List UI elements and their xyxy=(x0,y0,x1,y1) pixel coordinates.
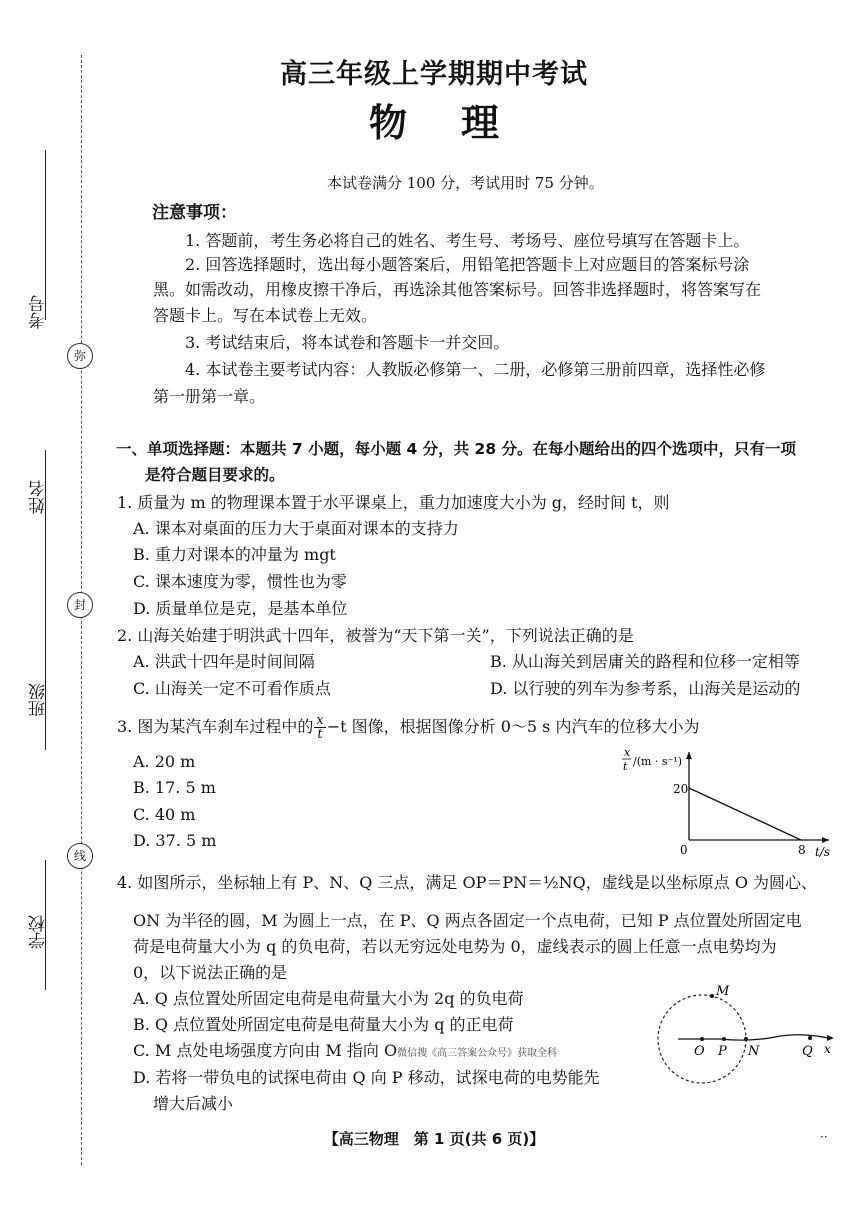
q3-y-frac-den: t xyxy=(623,760,628,773)
seal-xian: 线 xyxy=(67,843,93,869)
notice-line-4: 答题卡上。写在本试卷上无效。 xyxy=(153,306,378,325)
q2-stem: 2. 山海关始建于明洪武十四年，被誉为“天下第一关”，下列说法正确的是 xyxy=(117,626,634,645)
q4-stem-line-1: 4. 如图所示，坐标轴上有 P、N、Q 三点，满足 OP＝PN＝½NQ，虚线是以坐标原点 O 为圆心、 xyxy=(117,873,818,892)
q3-y-tick-20: 20 xyxy=(673,782,689,796)
notice-line-2: 2. 回答选择题时，选出每小题答案后，用铅笔把答题卡上对应题目的答案标号涂 xyxy=(185,255,750,274)
q3-x-label: t/s xyxy=(815,845,831,859)
section-1-heading: 一、单项选择题：本题共 7 小题，每小题 4 分，共 28 分。在每小题给出的四个选项中，只有一项 xyxy=(116,440,797,458)
q4-label-q: Q xyxy=(802,1044,813,1059)
q4-option-d-cont: 增大后减小 xyxy=(153,1094,234,1113)
q2-option-d[interactable]: D. 以行驶的列车为参考系，山海关是运动的 xyxy=(490,679,801,698)
q1-stem: 1. 质量为 m 的物理课本置于水平课桌上，重力加速度大小为 g，经时间 t，则 xyxy=(117,493,670,512)
seal-mi: 弥 xyxy=(67,343,93,369)
section-1-heading-cont: 是符合题目要求的。 xyxy=(145,466,285,484)
exam-info: 本试卷满分 100 分，考试用时 75 分钟。 xyxy=(327,174,604,192)
q2-option-a[interactable]: A. 洪武十四年是时间间隔 xyxy=(133,652,315,671)
q3-origin-label: 0 xyxy=(680,843,688,857)
q3-x-arrow xyxy=(822,837,829,843)
q3-data-line xyxy=(689,788,801,840)
class-label: 班级 xyxy=(29,683,49,717)
q4-field-figure xyxy=(650,980,850,1092)
school-label: 学校 xyxy=(29,915,49,949)
notice-line-5: 3. 考试结束后，将本试卷和答题卡一并交回。 xyxy=(185,333,510,352)
name-blank[interactable] xyxy=(45,450,46,610)
q1-option-d[interactable]: D. 质量单位是克，是基本单位 xyxy=(133,599,348,618)
q4-label-n: N xyxy=(748,1044,760,1059)
subject-title: 物理 xyxy=(368,101,553,145)
q4-label-p: P xyxy=(718,1044,727,1059)
q3-option-a[interactable]: A. 20 m xyxy=(133,752,196,771)
q4-stem-line-3: 荷是电荷量大小为 q 的负电荷，若以无穷远处电势为 0，虚线表示的圆上任意一点电势均为 xyxy=(133,937,777,956)
corner-mark: ·· xyxy=(820,1130,828,1144)
class-blank[interactable] xyxy=(45,600,46,750)
q3-option-c[interactable]: C. 40 m xyxy=(133,805,196,824)
q1-option-a[interactable]: A. 课本对桌面的压力大于桌面对课本的支持力 xyxy=(133,519,459,538)
q3-velocity-time-graph xyxy=(615,742,840,862)
notice-line-6: 4. 本试卷主要考试内容：人教版必修第一、二册，必修第三册前四章，选择性必修 xyxy=(185,360,766,379)
q4-label-x: x xyxy=(824,1042,831,1056)
q3-y-frac-num: x xyxy=(624,746,631,759)
q4-point-q xyxy=(808,1036,812,1040)
exam-number-label: 考号 xyxy=(29,295,49,329)
q4-point-m xyxy=(710,994,714,998)
q4-stem-line-2: ON 为半径的圆，M 为圆上一点，在 P、Q 两点各固定一个点电荷，已知 P 点位置处所固定电 xyxy=(133,911,802,930)
q3-y-arrow xyxy=(686,752,692,759)
q4-stem-line-4: 0，以下说法正确的是 xyxy=(133,963,288,982)
notice-heading: 注意事项： xyxy=(152,203,237,223)
q4-option-c[interactable]: C. M 点处电场强度方向由 M 指向 O微信搜《高三答案公众号》获取全科 xyxy=(133,1041,558,1060)
seal-feng: 封 xyxy=(67,592,93,618)
q4-label-m: M xyxy=(716,984,730,999)
q3-stem: 3. 图为某汽车刹车过程中的 $\frac{x}{t}$ −t 图像，根据图像分析 0～5 s 内汽车的位移大小为 xyxy=(117,713,700,742)
q3-x-tick-8: 8 xyxy=(798,843,806,857)
notice-line-1: 1. 答题前，考生务必将自己的姓名、考生号、考场号、座位号填写在答题卡上。 xyxy=(185,231,750,250)
q3-option-b[interactable]: B. 17. 5 m xyxy=(133,778,216,797)
notice-line-7: 第一册第一章。 xyxy=(153,387,266,406)
q4-option-b[interactable]: B. Q 点位置处所固定电荷是电荷量大小为 q 的正电荷 xyxy=(133,1015,514,1034)
q2-option-c[interactable]: C. 山海关一定不可看作质点 xyxy=(133,679,331,698)
q3-y-unit: /(m · s⁻¹) xyxy=(633,755,683,768)
q4-option-d[interactable]: D. 若将一带负电的试探电荷由 Q 向 P 移动，试探电荷的电势能先 xyxy=(133,1068,600,1087)
q3-option-d[interactable]: D. 37. 5 m xyxy=(133,831,217,850)
q4-watermark-note: 微信搜《高三答案公众号》获取全科 xyxy=(397,1048,558,1059)
q3-fraction: $\frac{x}{t}$ xyxy=(316,713,324,742)
notice-line-3: 黑。如需改动，用橡皮擦干净后，再选涂其他答案标号。回答非选择题时，将答案写在 xyxy=(153,280,762,299)
q1-option-c[interactable]: C. 课本速度为零，惯性也为零 xyxy=(133,572,347,591)
q4-x-arrow xyxy=(827,1035,834,1041)
q4-point-p xyxy=(722,1037,726,1041)
q2-option-b[interactable]: B. 从山海关到居庸关的路程和位移一定相等 xyxy=(490,652,800,671)
q4-label-o: O xyxy=(694,1044,705,1059)
q4-point-o xyxy=(700,1037,704,1041)
exam-title: 高三年级上学期期中考试 xyxy=(280,59,588,90)
name-label: 姓名 xyxy=(29,480,49,514)
q4-option-a[interactable]: A. Q 点位置处所固定电荷是电荷量大小为 2q 的负电荷 xyxy=(133,989,524,1008)
q4-point-n xyxy=(744,1037,748,1041)
page-footer: 【高三物理 第 1 页(共 6 页)】 xyxy=(323,1130,545,1148)
q1-option-b[interactable]: B. 重力对课本的冲量为 mgt xyxy=(133,545,336,564)
